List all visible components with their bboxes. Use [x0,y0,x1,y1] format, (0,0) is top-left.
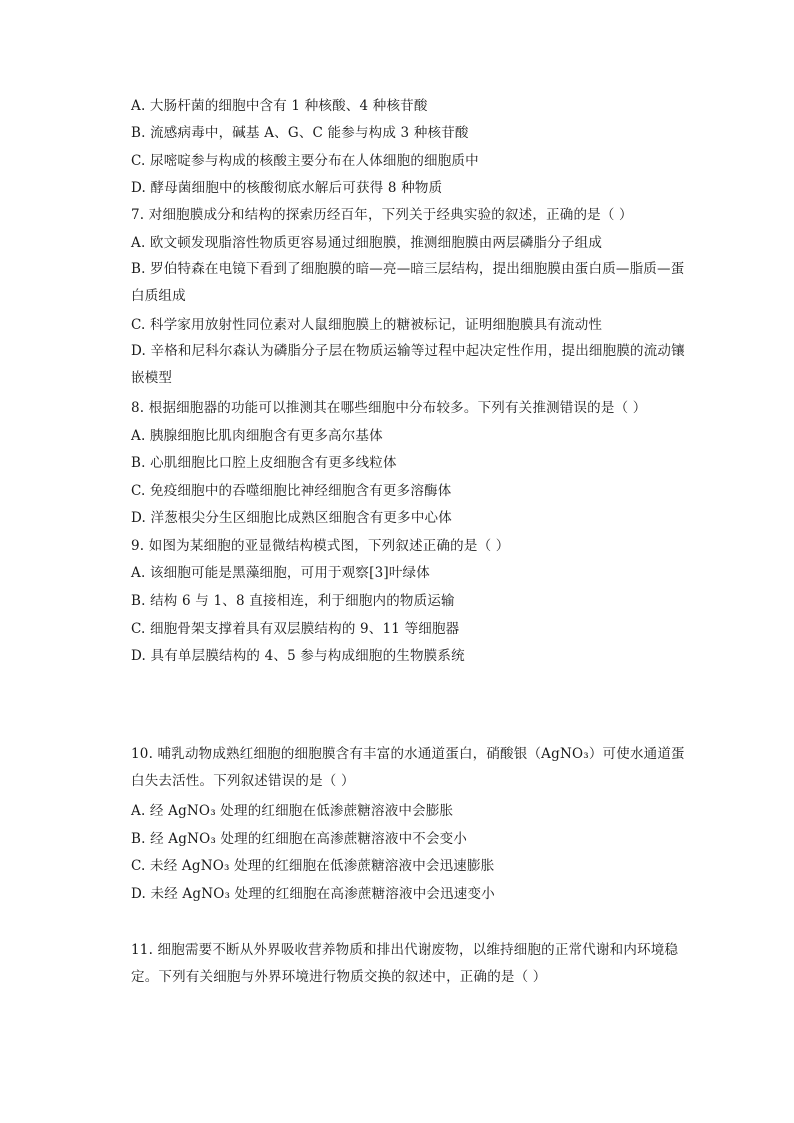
q6-option-c: C. 尿嘧啶参与构成的核酸主要分布在人体细胞的细胞质中 [131,153,479,169]
q9-option-d: D. 具有单层膜结构的 4、5 参与构成细胞的生物膜系统 [131,648,465,664]
q8-option-a: A. 胰腺细胞比肌肉细胞含有更多高尔基体 [131,428,383,444]
q7-option-b: B. 罗伯特森在电镜下看到了细胞膜的暗—亮—暗三层结构，提出细胞膜由蛋白质—脂质—蛋白质组成 [131,261,685,304]
q8-option-b: B. 心肌细胞比口腔上皮细胞含有更多线粒体 [131,455,397,471]
q9-option-c: C. 细胞骨架支撑着具有双层膜结构的 9、11 等细胞器 [131,621,460,637]
q10-option-a: A. 经 AgNO₃ 处理的红细胞在低渗蔗糖溶液中会膨胀 [131,803,454,819]
q7-option-a: A. 欧文顿发现脂溶性物质更容易通过细胞膜，推测细胞膜由两层磷脂分子组成 [131,235,603,251]
q6-option-d: D. 酵母菌细胞中的核酸彻底水解后可获得 8 种物质 [131,180,443,196]
q6-option-b: B. 流感病毒中，碱基 A、G、C 能参与构成 3 种核苷酸 [131,125,469,141]
q9-option-a: A. 该细胞可能是黑藻细胞，可用于观察[3]叶绿体 [131,565,430,581]
q10-stem: 10. 哺乳动物成熟红细胞的细胞膜含有丰富的水通道蛋白，硝酸银（AgNO₃）可使水通道蛋白失去活性。下列叙述错误的是（ ） [131,746,685,789]
q7-stem: 7. 对细胞膜成分和结构的探索历经百年，下列关于经典实验的叙述，正确的是（ ） [131,207,633,223]
q7-option-c: C. 科学家用放射性同位素对人鼠细胞膜上的糖被标记，证明细胞膜具有流动性 [131,317,603,333]
q10-option-d: D. 未经 AgNO₃ 处理的红细胞在高渗蔗糖溶液中会迅速变小 [131,886,495,902]
q9-option-b: B. 结构 6 与 1、8 直接相连，利于细胞内的物质运输 [131,593,455,609]
q10-option-b: B. 经 AgNO₃ 处理的红细胞在高渗蔗糖溶液中不会变小 [131,831,468,847]
q10-option-c: C. 未经 AgNO₃ 处理的红细胞在低渗蔗糖溶液中会迅速膨胀 [131,858,495,874]
q8-stem: 8. 根据细胞器的功能可以推测其在哪些细胞中分布较多。下列有关推测错误的是（ ） [131,400,647,416]
q8-option-c: C. 免疫细胞中的吞噬细胞比神经细胞含有更多溶酶体 [131,483,452,499]
q7-option-d: D. 辛格和尼科尔森认为磷脂分子层在物质运输等过程中起决定性作用，提出细胞膜的流动镶嵌模型 [131,343,685,386]
q6-option-a: A. 大肠杆菌的细胞中含有 1 种核酸、4 种核苷酸 [131,98,428,114]
q8-option-d: D. 洋葱根尖分生区细胞比成熟区细胞含有更多中心体 [131,510,452,526]
q9-stem: 9. 如图为某细胞的亚显微结构模式图，下列叙述正确的是（ ） [131,538,510,554]
q11-stem: 11. 细胞需要不断从外界吸收营养物质和排出代谢废物，以维持细胞的正常代谢和内环境稳定。下列有关细胞与外界环境进行物质交换的叙述中，正确的是（ ） [131,942,679,985]
